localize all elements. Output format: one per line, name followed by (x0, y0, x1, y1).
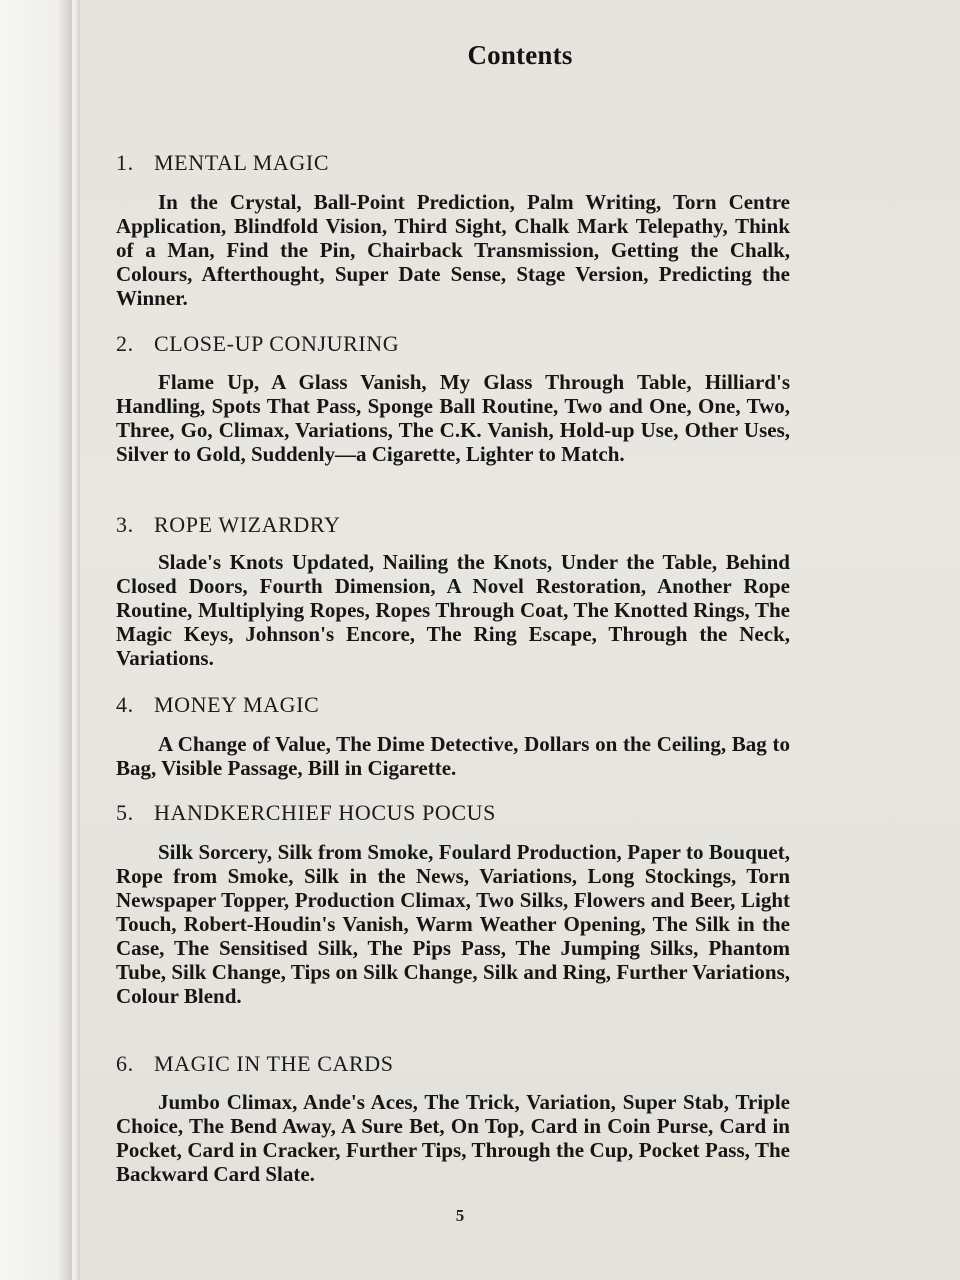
section-items-3: Slade's Knots Updated, Nailing the Knots, Under the Table, Behind Closed Doors, Fourth Dimension, A Novel Restoration, Another Rope Routine, Multiplying Ropes, Ropes Through Coat, The Knotted Rings, The Magic Keys, Johnson's Encore, The Ring Escape, Through the Neck, Variations. (116, 550, 790, 670)
section-items-4: A Change of Value, The Dime Detective, Dollars on the Ceiling, Bag to Bag, Visible Passage, Bill in Cigarette. (116, 732, 790, 780)
section-items-2: Flame Up, A Glass Vanish, My Glass Through Table, Hilliard's Handling, Spots That Pass, Sponge Ball Routine, Two and One, One, Two, Three, Go, Climax, Variations, The C.K. Vanish, Hold-up Use, Other Uses, Silver to Gold, Suddenly—a Cigarette, Lighter to Match. (116, 370, 790, 466)
section-items-6: Jumbo Climax, Ande's Aces, The Trick, Variation, Super Stab, Triple Choice, The Bend Away, A Sure Bet, On Top, Card in Coin Purse, Card in Pocket, Card in Cracker, Further Tips, Through the Cup, Pocket Pass, The Backward Card Slate. (116, 1090, 790, 1186)
page-title: Contents (467, 40, 573, 70)
show-through-text (380, 6, 385, 30)
section-heading-2 (116, 331, 399, 357)
section-title: CLOSE-UP CONJURING (154, 331, 400, 356)
section-title: HANDKERCHIEF HOCUS POCUS (154, 800, 497, 825)
page-number: 5 (455, 1206, 465, 1225)
section-number: 1. (116, 150, 134, 175)
section-heading-3 (116, 512, 340, 538)
section-heading-4 (116, 692, 319, 718)
section-number: 4. (116, 692, 134, 717)
section-heading-1 (116, 150, 329, 176)
section-title: MENTAL MAGIC (154, 150, 330, 175)
section-heading-5 (116, 800, 496, 826)
section-heading-6 (116, 1051, 394, 1077)
section-items-5: Silk Sorcery, Silk from Smoke, Foulard Production, Paper to Bouquet, Rope from Smoke, Silk in the News, Variations, Long Stockings, Torn Newspaper Topper, Production Climax, Two Silks, Flowers and Beer, Light Touch, Robert-Houdin's Vanish, Warm Weather Opening, The Silk in the Case, The Sensitised Silk, The Pips Pass, The Jumping Silks, Phantom Tube, Silk Change, Tips on Silk Change, Silk and Ring, Further Variations, Colour Blend. (116, 840, 790, 1008)
section-number: 5. (116, 800, 134, 825)
section-title: MAGIC IN THE CARDS (154, 1051, 394, 1076)
section-items-1: In the Crystal, Ball-Point Prediction, Palm Writing, Torn Centre Application, Blindfold Vision, Third Sight, Chalk Mark Telepathy, Think of a Man, Find the Pin, Chairback Transmission, Getting the Chalk, Colours, Afterthought, Super Date Sense, Stage Version, Predicting the Winner. (116, 190, 790, 310)
section-number: 6. (116, 1051, 134, 1076)
section-title: ROPE WIZARDRY (154, 512, 341, 537)
section-number: 3. (116, 512, 134, 537)
contents-page (80, 0, 960, 1280)
section-number: 2. (116, 331, 134, 356)
facing-page-edge (0, 0, 72, 1280)
section-title: MONEY MAGIC (154, 692, 320, 717)
